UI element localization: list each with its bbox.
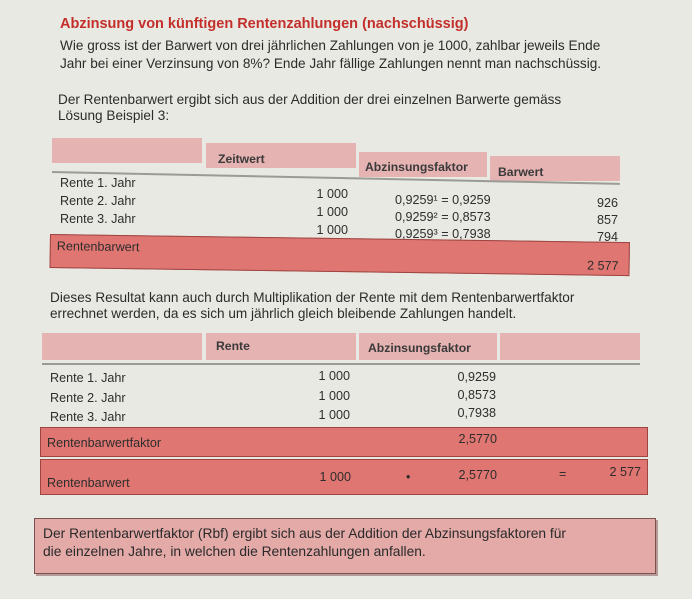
table-row-zeitwert: 1 000 [316, 205, 348, 219]
table-row-barwert: 857 [596, 213, 618, 227]
table-row-faktor: 0,9259¹ = 0,9259 [395, 193, 491, 207]
table1-col-barwert: Barwert [498, 165, 544, 179]
equals-operator: = [559, 467, 567, 481]
table-row-faktor: 0,7938 [457, 406, 496, 420]
table2-result-label: Rentenbarwert [47, 476, 130, 490]
table2-header-blank [42, 333, 202, 360]
table-row-label: Rente 2. Jahr [50, 391, 126, 405]
table1-col-abzinsungsfaktor: Abzinsungsfaktor [365, 160, 468, 174]
table-row-faktor: 0,8573 [457, 388, 496, 402]
table2-result-value: 2 577 [609, 465, 641, 479]
table2-header-empty [500, 333, 640, 360]
table-row-barwert: 794 [596, 230, 618, 244]
table-row-label: Rente 2. Jahr [60, 194, 136, 208]
table1-total-label: Rentenbarwert [56, 239, 140, 255]
intro-line-1: Der Rentenbarwert ergibt sich aus der Addition der drei einzelnen Barwerte gemäss [58, 92, 562, 107]
table2-factor-row [40, 427, 648, 457]
table-row-label: Rente 1. Jahr [50, 371, 126, 385]
table2-result-row [40, 459, 648, 495]
table-row-label: Rente 3. Jahr [60, 212, 136, 226]
explanation-line-1: Dieses Resultat kann auch durch Multiplikation der Rente mit dem Rentenbarwertfaktor [50, 290, 575, 305]
table-row-zeitwert: 1 000 [316, 223, 348, 237]
table1-total-row [50, 234, 630, 276]
table-row-label: Rente 3. Jahr [50, 410, 126, 424]
intro-line-2: Lösung Beispiel 3: [58, 108, 170, 123]
question-line-1: Wie gross ist der Barwert von drei jährlichen Zahlungen von je 1000, zahlbar jeweils Ende [60, 38, 601, 53]
table-row-rente: 1 000 [318, 389, 350, 403]
table1-col-zeitwert: Zeitwert [218, 152, 265, 166]
table1-total-value: 2 577 [586, 258, 619, 273]
section-title: Abzinsung von künftigen Rentenzahlungen (nachschüssig) [60, 16, 469, 32]
table-row-barwert: 926 [596, 196, 618, 210]
table-row-faktor: 0,9259³ = 0,7938 [395, 227, 491, 241]
multiply-operator: • [406, 470, 411, 484]
definition-box [34, 518, 656, 574]
table2-col-rente: Rente [216, 339, 250, 353]
explanation-line-2: errechnet werden, da es sich um jährlich gleich bleibende Zahlungen handelt. [50, 306, 517, 321]
table1-header-blank [52, 138, 202, 163]
table-row-rente: 1 000 [318, 369, 350, 383]
definition-line-2: die einzelnen Jahre, in welchen die Rentenzahlungen anfallen. [43, 544, 426, 559]
table2-col-abzinsungsfaktor: Abzinsungsfaktor [368, 341, 471, 355]
definition-line-1: Der Rentenbarwertfaktor (Rbf) ergibt sich aus der Addition der Abzinsungsfaktoren für [43, 526, 567, 541]
table2-divider [42, 363, 640, 365]
table2-factor-label: Rentenbarwertfaktor [47, 436, 162, 450]
question-line-2: Jahr bei einer Verzinsung von 8%? Ende Jahr fällige Zahlungen nennt man nachschüssig. [60, 56, 602, 71]
table-row-zeitwert: 1 000 [316, 187, 348, 201]
table-row-faktor: 0,9259² = 0,8573 [395, 210, 491, 224]
table-row-faktor: 0,9259 [457, 370, 496, 384]
table2-factor-value: 2,5770 [458, 432, 497, 446]
table-row-label: Rente 1. Jahr [60, 176, 136, 190]
table2-result-rente: 1 000 [319, 470, 351, 484]
table2-result-faktor: 2,5770 [458, 468, 497, 482]
table-row-rente: 1 000 [318, 408, 350, 422]
